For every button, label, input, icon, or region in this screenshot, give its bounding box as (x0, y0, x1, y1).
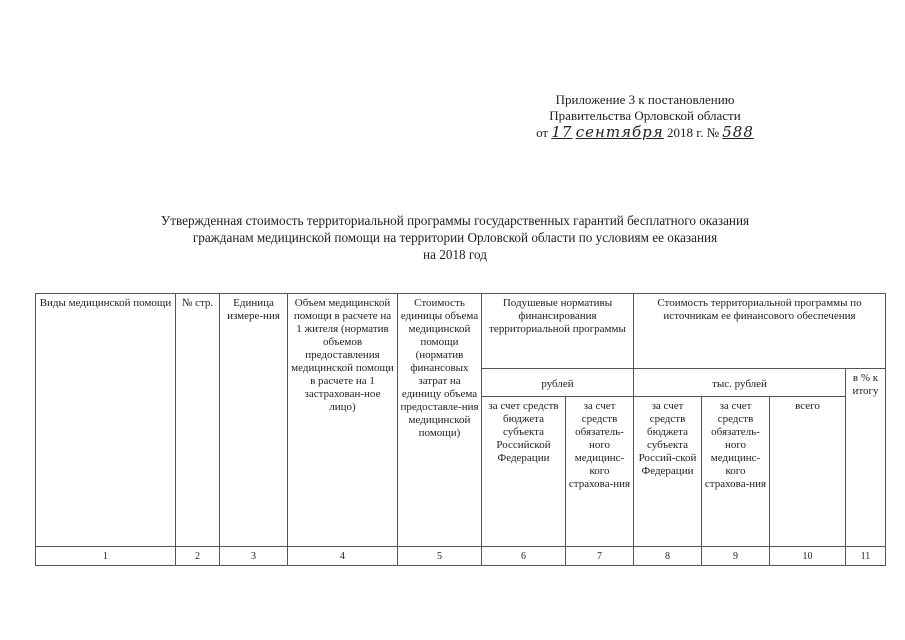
column-number: 1 (36, 547, 176, 566)
column-number: 4 (288, 547, 398, 566)
title-line-3: на 2018 год (423, 247, 487, 262)
annex-line-3 (515, 124, 775, 141)
column-number: 7 (566, 547, 634, 566)
header-volume: Объем медицинской помощи в расчете на 1 жителя (норматив объемов предоставления медицинской помощи в расчете на 1 застрахован-ное лицо) (288, 294, 398, 547)
column-number: 8 (634, 547, 702, 566)
annex-block (515, 92, 775, 141)
header-types: Виды медицинской помощи (36, 294, 176, 547)
header-oms-rub: за счет средств обязатель-ного медицинс-кого страхова-ния (566, 397, 634, 547)
header-oms-thousand: за счет средств обязатель-ного медицинс-кого страхова-ния (702, 397, 770, 547)
annex-number: 588 (722, 123, 754, 141)
header-per-capita: Подушевые нормативы финансирования территориальной программы (482, 294, 634, 369)
annex-from-label: от (536, 125, 549, 140)
header-total: всего (770, 397, 846, 547)
annex-day: 17 (551, 123, 573, 141)
header-thousand-rubles: тыс. рублей (634, 369, 846, 397)
column-number: 2 (176, 547, 220, 566)
header-row-no: № стр. (176, 294, 220, 547)
column-number: 6 (482, 547, 566, 566)
header-percent: в % к итогу (846, 369, 886, 547)
header-unit-cost: Стоимость единицы объема медицинской помощи (норматив финансовых затрат на единицу объема предоставле-ния медицинской помощи) (398, 294, 482, 547)
header-rubles: рублей (482, 369, 634, 397)
column-number: 10 (770, 547, 846, 566)
header-unit: Единица измере-ния (220, 294, 288, 547)
title-line-1: Утвержденная стоимость территориальной программы государственных гарантий бесплатного оказания (160, 213, 750, 228)
title-line-2: гражданам медицинской помощи на территории Орловской области по условиям ее оказания (192, 230, 718, 245)
column-number: 3 (220, 547, 288, 566)
annex-month: сентября (575, 123, 664, 141)
annex-line-1: Приложение 3 к постановлению (555, 92, 735, 107)
column-number: 11 (846, 547, 886, 566)
annex-year-number-label: 2018 г. № (666, 125, 719, 140)
header-budget-rub: за счет средств бюджета субъекта Российской Федерации (482, 397, 566, 547)
header-budget-thousand: за счет средств бюджета субъекта Россий-ской Федерации (634, 397, 702, 547)
header-cost-sources: Стоимость территориальной программы по источникам ее финансового обеспечения (634, 294, 886, 369)
column-number: 5 (398, 547, 482, 566)
cost-table (35, 293, 886, 566)
column-number: 9 (702, 547, 770, 566)
document-title (60, 212, 850, 263)
annex-line-2: Правительства Орловской области (549, 108, 741, 123)
